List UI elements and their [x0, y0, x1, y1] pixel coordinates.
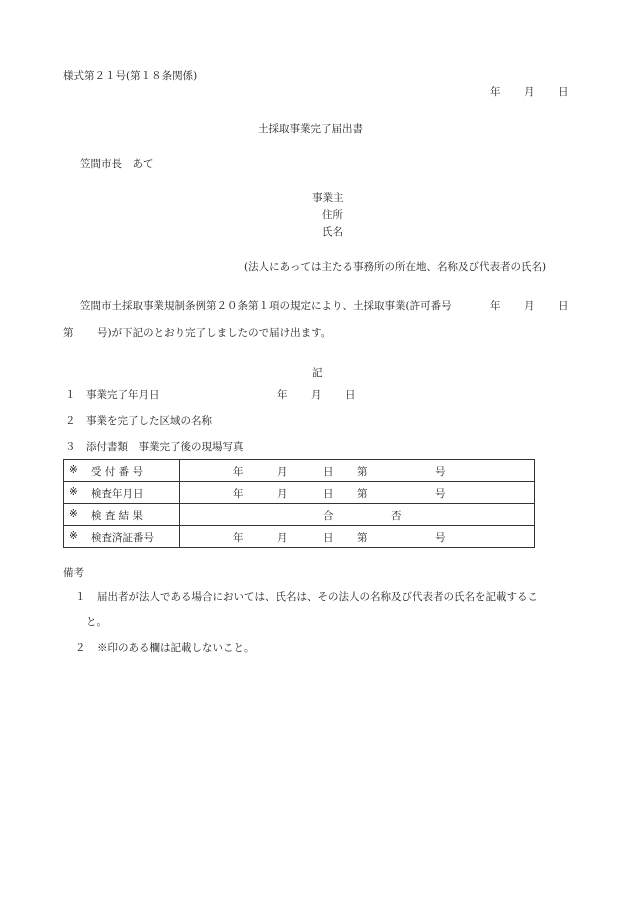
pass-label: 合 — [323, 510, 334, 522]
item-month-label: 月 — [311, 389, 322, 401]
applicant-note: (法人にあっては主たる事務所の所在地、名称及び代表者の氏名) — [244, 261, 547, 273]
applicant-name-label: 氏名 — [322, 226, 343, 238]
table-row — [64, 504, 535, 526]
item-number: ２ — [65, 415, 76, 427]
item-number: １ — [65, 389, 76, 401]
body-line2: 号)が下記のとおり完了しましたので届け出ます。 — [97, 327, 332, 339]
note-mark: ※ — [69, 508, 78, 520]
dai-label: 第 — [357, 488, 368, 500]
field-label: 受 付 番 号 — [91, 466, 144, 478]
note-mark: ※ — [69, 486, 78, 498]
item-text: 事業を完了した区域の名称 — [86, 415, 212, 427]
note-mark: ※ — [69, 464, 78, 476]
table-label-cell — [64, 482, 180, 504]
day-label: 日 — [323, 466, 334, 478]
applicant-role: 事業主 — [312, 192, 344, 204]
body-line1-day: 日 — [558, 300, 569, 312]
body-line2-prefix: 第 — [63, 327, 74, 339]
remark-number: ２ — [75, 642, 86, 654]
month-label: 月 — [277, 532, 288, 544]
item-text: 事業完了年月日 — [86, 389, 160, 401]
fail-label: 否 — [391, 510, 402, 522]
item-number: ３ — [65, 441, 76, 453]
day-label: 日 — [323, 532, 334, 544]
month-label: 月 — [277, 466, 288, 478]
body-line1: 笠間市土採取事業規制条例第２０条第１項の規定により、土採取事業(許可番号 — [80, 300, 452, 312]
table-label-cell — [64, 460, 180, 482]
year-label: 年 — [233, 466, 244, 478]
addressee: 笠間市長 あて — [80, 158, 154, 170]
go-label: 号 — [435, 488, 446, 500]
field-label: 検査済証番号 — [91, 532, 154, 544]
go-label: 号 — [435, 532, 446, 544]
field-label: 検査年月日 — [91, 488, 144, 500]
table-label-cell — [64, 504, 180, 526]
table-label-cell — [64, 526, 180, 548]
date-month-label: 月 — [524, 86, 535, 98]
form-id: 様式第２１号(第１８条関係) — [63, 70, 198, 82]
document-title: 土採取事業完了届出書 — [258, 123, 363, 135]
go-label: 号 — [435, 466, 446, 478]
body-line1-year: 年 — [490, 300, 501, 312]
year-label: 年 — [233, 532, 244, 544]
date-year-label: 年 — [490, 86, 501, 98]
dai-label: 第 — [357, 532, 368, 544]
remarks-heading: 備考 — [63, 567, 84, 579]
item-text: 添付書類 事業完了後の現場写真 — [86, 441, 244, 453]
table-value-cell[interactable] — [180, 482, 535, 504]
day-label: 日 — [323, 488, 334, 500]
table-row — [64, 526, 535, 548]
table-row — [64, 482, 535, 504]
table-value-cell[interactable] — [180, 526, 535, 548]
dai-label: 第 — [357, 466, 368, 478]
table-value-cell[interactable] — [180, 504, 535, 526]
remark-text: 届出者が法人である場合においては、氏名は、その法人の名称及び代表者の氏名を記載するこ — [97, 591, 538, 603]
item-day-label: 日 — [345, 389, 356, 401]
ki-heading: 記 — [312, 367, 323, 379]
table-value-cell[interactable] — [180, 460, 535, 482]
remark-text-continued: と。 — [86, 616, 107, 628]
month-label: 月 — [277, 488, 288, 500]
note-mark: ※ — [69, 530, 78, 542]
body-line1-month: 月 — [524, 300, 535, 312]
item-year-label: 年 — [277, 389, 288, 401]
field-label: 検 査 結 果 — [91, 510, 144, 522]
date-day-label: 日 — [558, 86, 569, 98]
remark-number: １ — [75, 591, 86, 603]
applicant-address-label: 住所 — [322, 209, 343, 221]
remark-text: ※印のある欄は記載しないこと。 — [97, 642, 255, 654]
inspection-table — [63, 459, 535, 548]
table-row — [64, 460, 535, 482]
year-label: 年 — [233, 488, 244, 500]
